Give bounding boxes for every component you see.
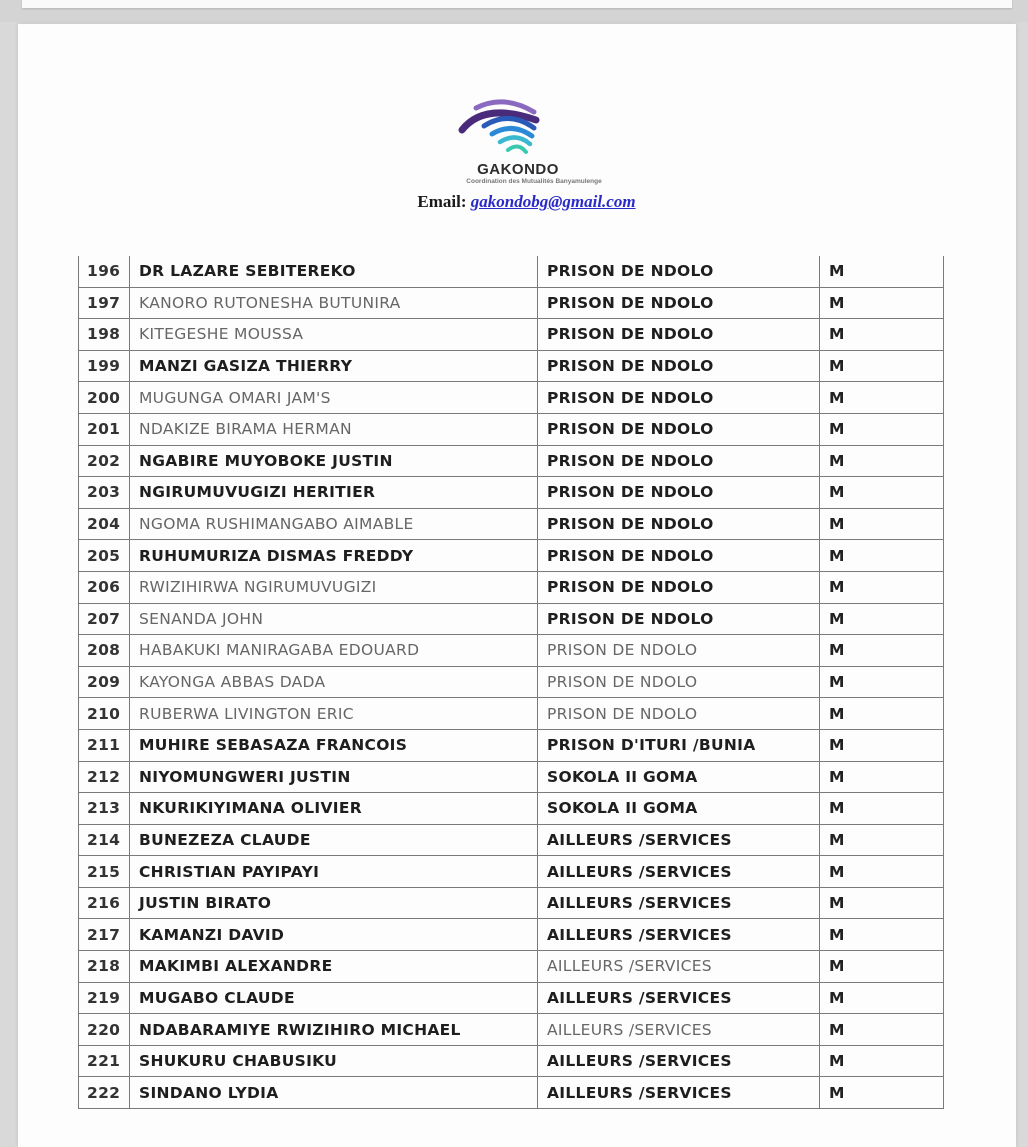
member-name-cell: MAKIMBI ALEXANDRE bbox=[130, 951, 538, 983]
member-name-cell: MUGUNGA OMARI JAM'S bbox=[130, 382, 538, 414]
location-cell: AILLEURS /SERVICES bbox=[538, 887, 820, 919]
row-number-cell: 208 bbox=[79, 635, 130, 667]
row-number-cell: 196 bbox=[79, 256, 130, 287]
table-row bbox=[79, 1077, 944, 1109]
row-number-cell: 209 bbox=[79, 666, 130, 698]
sex-cell: M bbox=[820, 287, 944, 319]
location-cell: PRISON DE NDOLO bbox=[538, 382, 820, 414]
location-cell: SOKOLA II GOMA bbox=[538, 761, 820, 793]
location-cell: PRISON DE NDOLO bbox=[538, 350, 820, 382]
row-number-cell: 204 bbox=[79, 508, 130, 540]
table-row bbox=[79, 951, 944, 983]
row-number-cell: 205 bbox=[79, 540, 130, 572]
member-name-cell: NGOMA RUSHIMANGABO AIMABLE bbox=[130, 508, 538, 540]
org-subtitle: Coordination des Mutualités Banyamulenge bbox=[466, 178, 602, 185]
location-cell: PRISON DE NDOLO bbox=[538, 571, 820, 603]
sex-cell: M bbox=[820, 508, 944, 540]
sex-cell: M bbox=[820, 350, 944, 382]
table-row bbox=[79, 319, 944, 351]
member-name-cell: NDABARAMIYE RWIZIHIRO MICHAEL bbox=[130, 1014, 538, 1046]
table-row bbox=[79, 761, 944, 793]
location-cell: AILLEURS /SERVICES bbox=[538, 856, 820, 888]
sex-cell: M bbox=[820, 603, 944, 635]
table-row bbox=[79, 666, 944, 698]
location-cell: AILLEURS /SERVICES bbox=[538, 1014, 820, 1046]
member-name-cell: SHUKURU CHABUSIKU bbox=[130, 1045, 538, 1077]
sex-cell: M bbox=[820, 635, 944, 667]
member-name-cell: BUNEZEZA CLAUDE bbox=[130, 824, 538, 856]
row-number-cell: 198 bbox=[79, 319, 130, 351]
table-row bbox=[79, 1014, 944, 1046]
sex-cell: M bbox=[820, 919, 944, 951]
location-cell: AILLEURS /SERVICES bbox=[538, 824, 820, 856]
sex-cell: M bbox=[820, 571, 944, 603]
row-number-cell: 221 bbox=[79, 1045, 130, 1077]
document-page bbox=[18, 24, 1016, 1147]
row-number-cell: 218 bbox=[79, 951, 130, 983]
member-name-cell: KITEGESHE MOUSSA bbox=[130, 319, 538, 351]
table-row bbox=[79, 1045, 944, 1077]
row-number-cell: 199 bbox=[79, 350, 130, 382]
sex-cell: M bbox=[820, 824, 944, 856]
row-number-cell: 203 bbox=[79, 477, 130, 509]
sex-cell: M bbox=[820, 951, 944, 983]
row-number-cell: 212 bbox=[79, 761, 130, 793]
table-row bbox=[79, 256, 944, 287]
member-name-cell: KANORO RUTONESHA BUTUNIRA bbox=[130, 287, 538, 319]
location-cell: PRISON DE NDOLO bbox=[538, 287, 820, 319]
location-cell: PRISON DE NDOLO bbox=[538, 698, 820, 730]
row-number-cell: 213 bbox=[79, 793, 130, 825]
table-row bbox=[79, 571, 944, 603]
table-row bbox=[79, 445, 944, 477]
row-number-cell: 215 bbox=[79, 856, 130, 888]
location-cell: AILLEURS /SERVICES bbox=[538, 1045, 820, 1077]
table-row bbox=[79, 698, 944, 730]
sex-cell: M bbox=[820, 729, 944, 761]
location-cell: PRISON DE NDOLO bbox=[538, 413, 820, 445]
sex-cell: M bbox=[820, 666, 944, 698]
table-row bbox=[79, 887, 944, 919]
table-row bbox=[79, 635, 944, 667]
email-label: Email: bbox=[417, 192, 467, 211]
member-name-cell: RUBERWA LIVINGTON ERIC bbox=[130, 698, 538, 730]
member-name-cell: SINDANO LYDIA bbox=[130, 1077, 538, 1109]
row-number-cell: 207 bbox=[79, 603, 130, 635]
gakondo-logo-icon bbox=[454, 94, 564, 160]
row-number-cell: 202 bbox=[79, 445, 130, 477]
sex-cell: M bbox=[820, 1045, 944, 1077]
location-cell: PRISON DE NDOLO bbox=[538, 540, 820, 572]
member-name-cell: RUHUMURIZA DISMAS FREDDY bbox=[130, 540, 538, 572]
sex-cell: M bbox=[820, 319, 944, 351]
sex-cell: M bbox=[820, 856, 944, 888]
table-row bbox=[79, 729, 944, 761]
sex-cell: M bbox=[820, 382, 944, 414]
sex-cell: M bbox=[820, 477, 944, 509]
sex-cell: M bbox=[820, 413, 944, 445]
member-name-cell: CHRISTIAN PAYIPAYI bbox=[130, 856, 538, 888]
table-row bbox=[79, 919, 944, 951]
location-cell: PRISON DE NDOLO bbox=[538, 256, 820, 287]
table-row bbox=[79, 413, 944, 445]
member-name-cell: MANZI GASIZA THIERRY bbox=[130, 350, 538, 382]
sex-cell: M bbox=[820, 698, 944, 730]
member-name-cell: NDAKIZE BIRAMA HERMAN bbox=[130, 413, 538, 445]
member-name-cell: NKURIKIYIMANA OLIVIER bbox=[130, 793, 538, 825]
sex-cell: M bbox=[820, 1014, 944, 1046]
email-line bbox=[18, 192, 1028, 212]
location-cell: PRISON DE NDOLO bbox=[538, 508, 820, 540]
member-name-cell: MUHIRE SEBASAZA FRANCOIS bbox=[130, 729, 538, 761]
row-number-cell: 210 bbox=[79, 698, 130, 730]
location-cell: PRISON DE NDOLO bbox=[538, 666, 820, 698]
location-cell: AILLEURS /SERVICES bbox=[538, 919, 820, 951]
member-name-cell: KAMANZI DAVID bbox=[130, 919, 538, 951]
sex-cell: M bbox=[820, 761, 944, 793]
member-name-cell: HABAKUKI MANIRAGABA EDOUARD bbox=[130, 635, 538, 667]
member-table bbox=[78, 256, 944, 1109]
location-cell: PRISON D'ITURI /BUNIA bbox=[538, 729, 820, 761]
location-cell: AILLEURS /SERVICES bbox=[538, 1077, 820, 1109]
sex-cell: M bbox=[820, 256, 944, 287]
row-number-cell: 219 bbox=[79, 982, 130, 1014]
row-number-cell: 222 bbox=[79, 1077, 130, 1109]
row-number-cell: 197 bbox=[79, 287, 130, 319]
row-number-cell: 200 bbox=[79, 382, 130, 414]
location-cell: PRISON DE NDOLO bbox=[538, 319, 820, 351]
member-name-cell: MUGABO CLAUDE bbox=[130, 982, 538, 1014]
row-number-cell: 206 bbox=[79, 571, 130, 603]
table-row bbox=[79, 982, 944, 1014]
member-name-cell: DR LAZARE SEBITEREKO bbox=[130, 256, 538, 287]
table-row bbox=[79, 477, 944, 509]
row-number-cell: 220 bbox=[79, 1014, 130, 1046]
member-name-cell: NGABIRE MUYOBOKE JUSTIN bbox=[130, 445, 538, 477]
table-row bbox=[79, 350, 944, 382]
location-cell: PRISON DE NDOLO bbox=[538, 445, 820, 477]
table-row bbox=[79, 603, 944, 635]
table-row bbox=[79, 824, 944, 856]
sex-cell: M bbox=[820, 887, 944, 919]
member-name-cell: SENANDA JOHN bbox=[130, 603, 538, 635]
row-number-cell: 217 bbox=[79, 919, 130, 951]
sex-cell: M bbox=[820, 982, 944, 1014]
table-row bbox=[79, 508, 944, 540]
table-row bbox=[79, 382, 944, 414]
table-row bbox=[79, 540, 944, 572]
sex-cell: M bbox=[820, 1077, 944, 1109]
member-name-cell: NIYOMUNGWERI JUSTIN bbox=[130, 761, 538, 793]
previous-page-edge bbox=[22, 0, 1012, 8]
member-name-cell: NGIRUMUVUGIZI HERITIER bbox=[130, 477, 538, 509]
table-row bbox=[79, 287, 944, 319]
sex-cell: M bbox=[820, 540, 944, 572]
row-number-cell: 211 bbox=[79, 729, 130, 761]
location-cell: PRISON DE NDOLO bbox=[538, 603, 820, 635]
location-cell: SOKOLA II GOMA bbox=[538, 793, 820, 825]
member-name-cell: JUSTIN BIRATO bbox=[130, 887, 538, 919]
row-number-cell: 201 bbox=[79, 413, 130, 445]
table-row bbox=[79, 793, 944, 825]
location-cell: AILLEURS /SERVICES bbox=[538, 951, 820, 983]
sex-cell: M bbox=[820, 445, 944, 477]
table-row bbox=[79, 856, 944, 888]
member-name-cell: RWIZIHIRWA NGIRUMUVUGIZI bbox=[130, 571, 538, 603]
location-cell: PRISON DE NDOLO bbox=[538, 477, 820, 509]
row-number-cell: 216 bbox=[79, 887, 130, 919]
email-link[interactable]: gakondobg@gmail.com bbox=[470, 192, 636, 211]
org-name: GAKONDO bbox=[477, 161, 559, 178]
member-name-cell: KAYONGA ABBAS DADA bbox=[130, 666, 538, 698]
sex-cell: M bbox=[820, 793, 944, 825]
row-number-cell: 214 bbox=[79, 824, 130, 856]
member-table-body bbox=[79, 256, 944, 1109]
location-cell: AILLEURS /SERVICES bbox=[538, 982, 820, 1014]
location-cell: PRISON DE NDOLO bbox=[538, 635, 820, 667]
